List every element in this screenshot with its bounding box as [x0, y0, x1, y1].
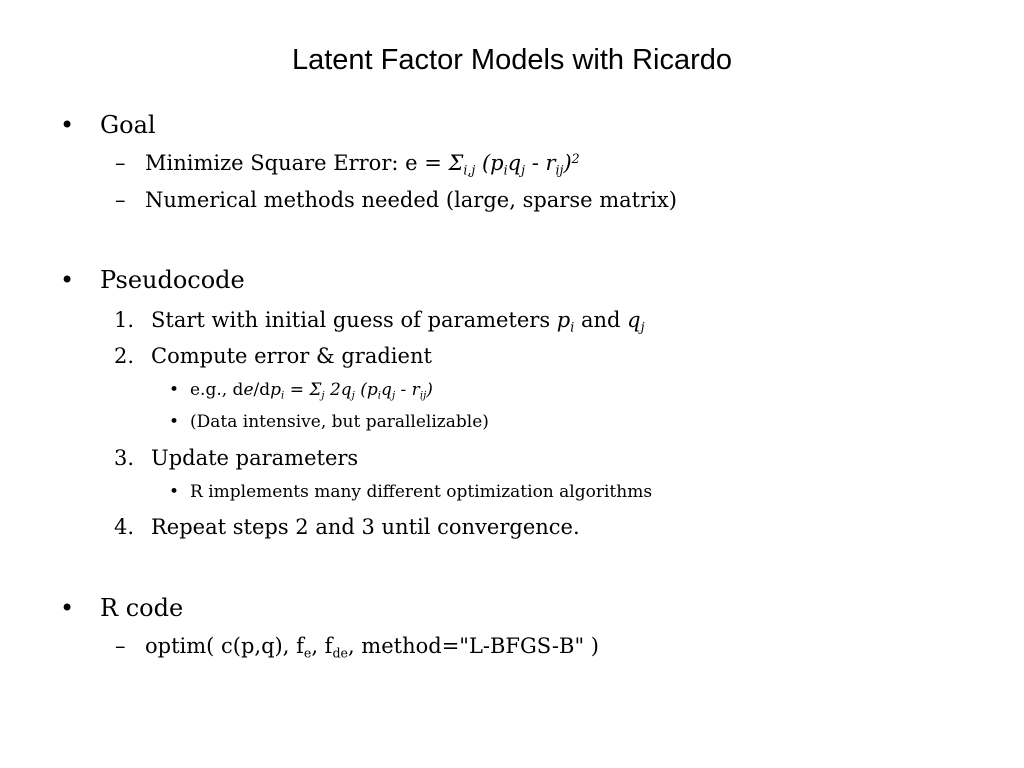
- step-2: Compute error & gradient: [151, 344, 432, 368]
- rcode-optim-call: optim( c(p,q), $f_e$, $f_{de}$, method="L-BFGS-B" ): [145, 634, 599, 661]
- step-1: Start with initial guess of parameters $p_i$ and $q_j$: [151, 308, 645, 335]
- goal-item-numerical-methods: Numerical methods needed (large, sparse matrix): [145, 188, 677, 212]
- step-number: 3.: [114, 446, 135, 470]
- step-3-note: R implements many different optimization algorithms: [190, 482, 653, 502]
- rcode-heading: R code: [100, 594, 184, 622]
- goal-item-square-error: Minimize Square Error: $e = \Sigma_{i,j}$ $(p_iq_j - r_{ij})^2$: [145, 151, 580, 178]
- slide-title: Latent Factor Models with Ricardo: [291, 44, 733, 76]
- step-number: 2.: [114, 344, 135, 368]
- step-3: Update parameters: [151, 446, 359, 470]
- step-2-gradient-example: e.g., $de/dp_i = \Sigma_j$ $2q_j$ $(p_iq_j - r_{ij})$: [190, 380, 433, 402]
- goal-heading: Goal: [100, 111, 156, 139]
- dash-icon: –: [115, 151, 126, 175]
- bullet-icon: •: [60, 594, 75, 622]
- bullet-icon: •: [60, 266, 75, 294]
- dash-icon: –: [115, 188, 126, 212]
- step-2-note: (Data intensive, but parallelizable): [190, 412, 489, 432]
- step-number: 1.: [114, 308, 135, 332]
- step-number: 4.: [114, 515, 135, 539]
- pseudocode-heading: Pseudocode: [100, 266, 245, 294]
- bullet-icon: •: [60, 111, 75, 139]
- step-4: Repeat steps 2 and 3 until convergence.: [151, 515, 580, 539]
- bullet-icon: •: [169, 412, 180, 432]
- bullet-icon: •: [169, 482, 180, 502]
- dash-icon: –: [115, 634, 126, 658]
- bullet-icon: •: [169, 380, 180, 400]
